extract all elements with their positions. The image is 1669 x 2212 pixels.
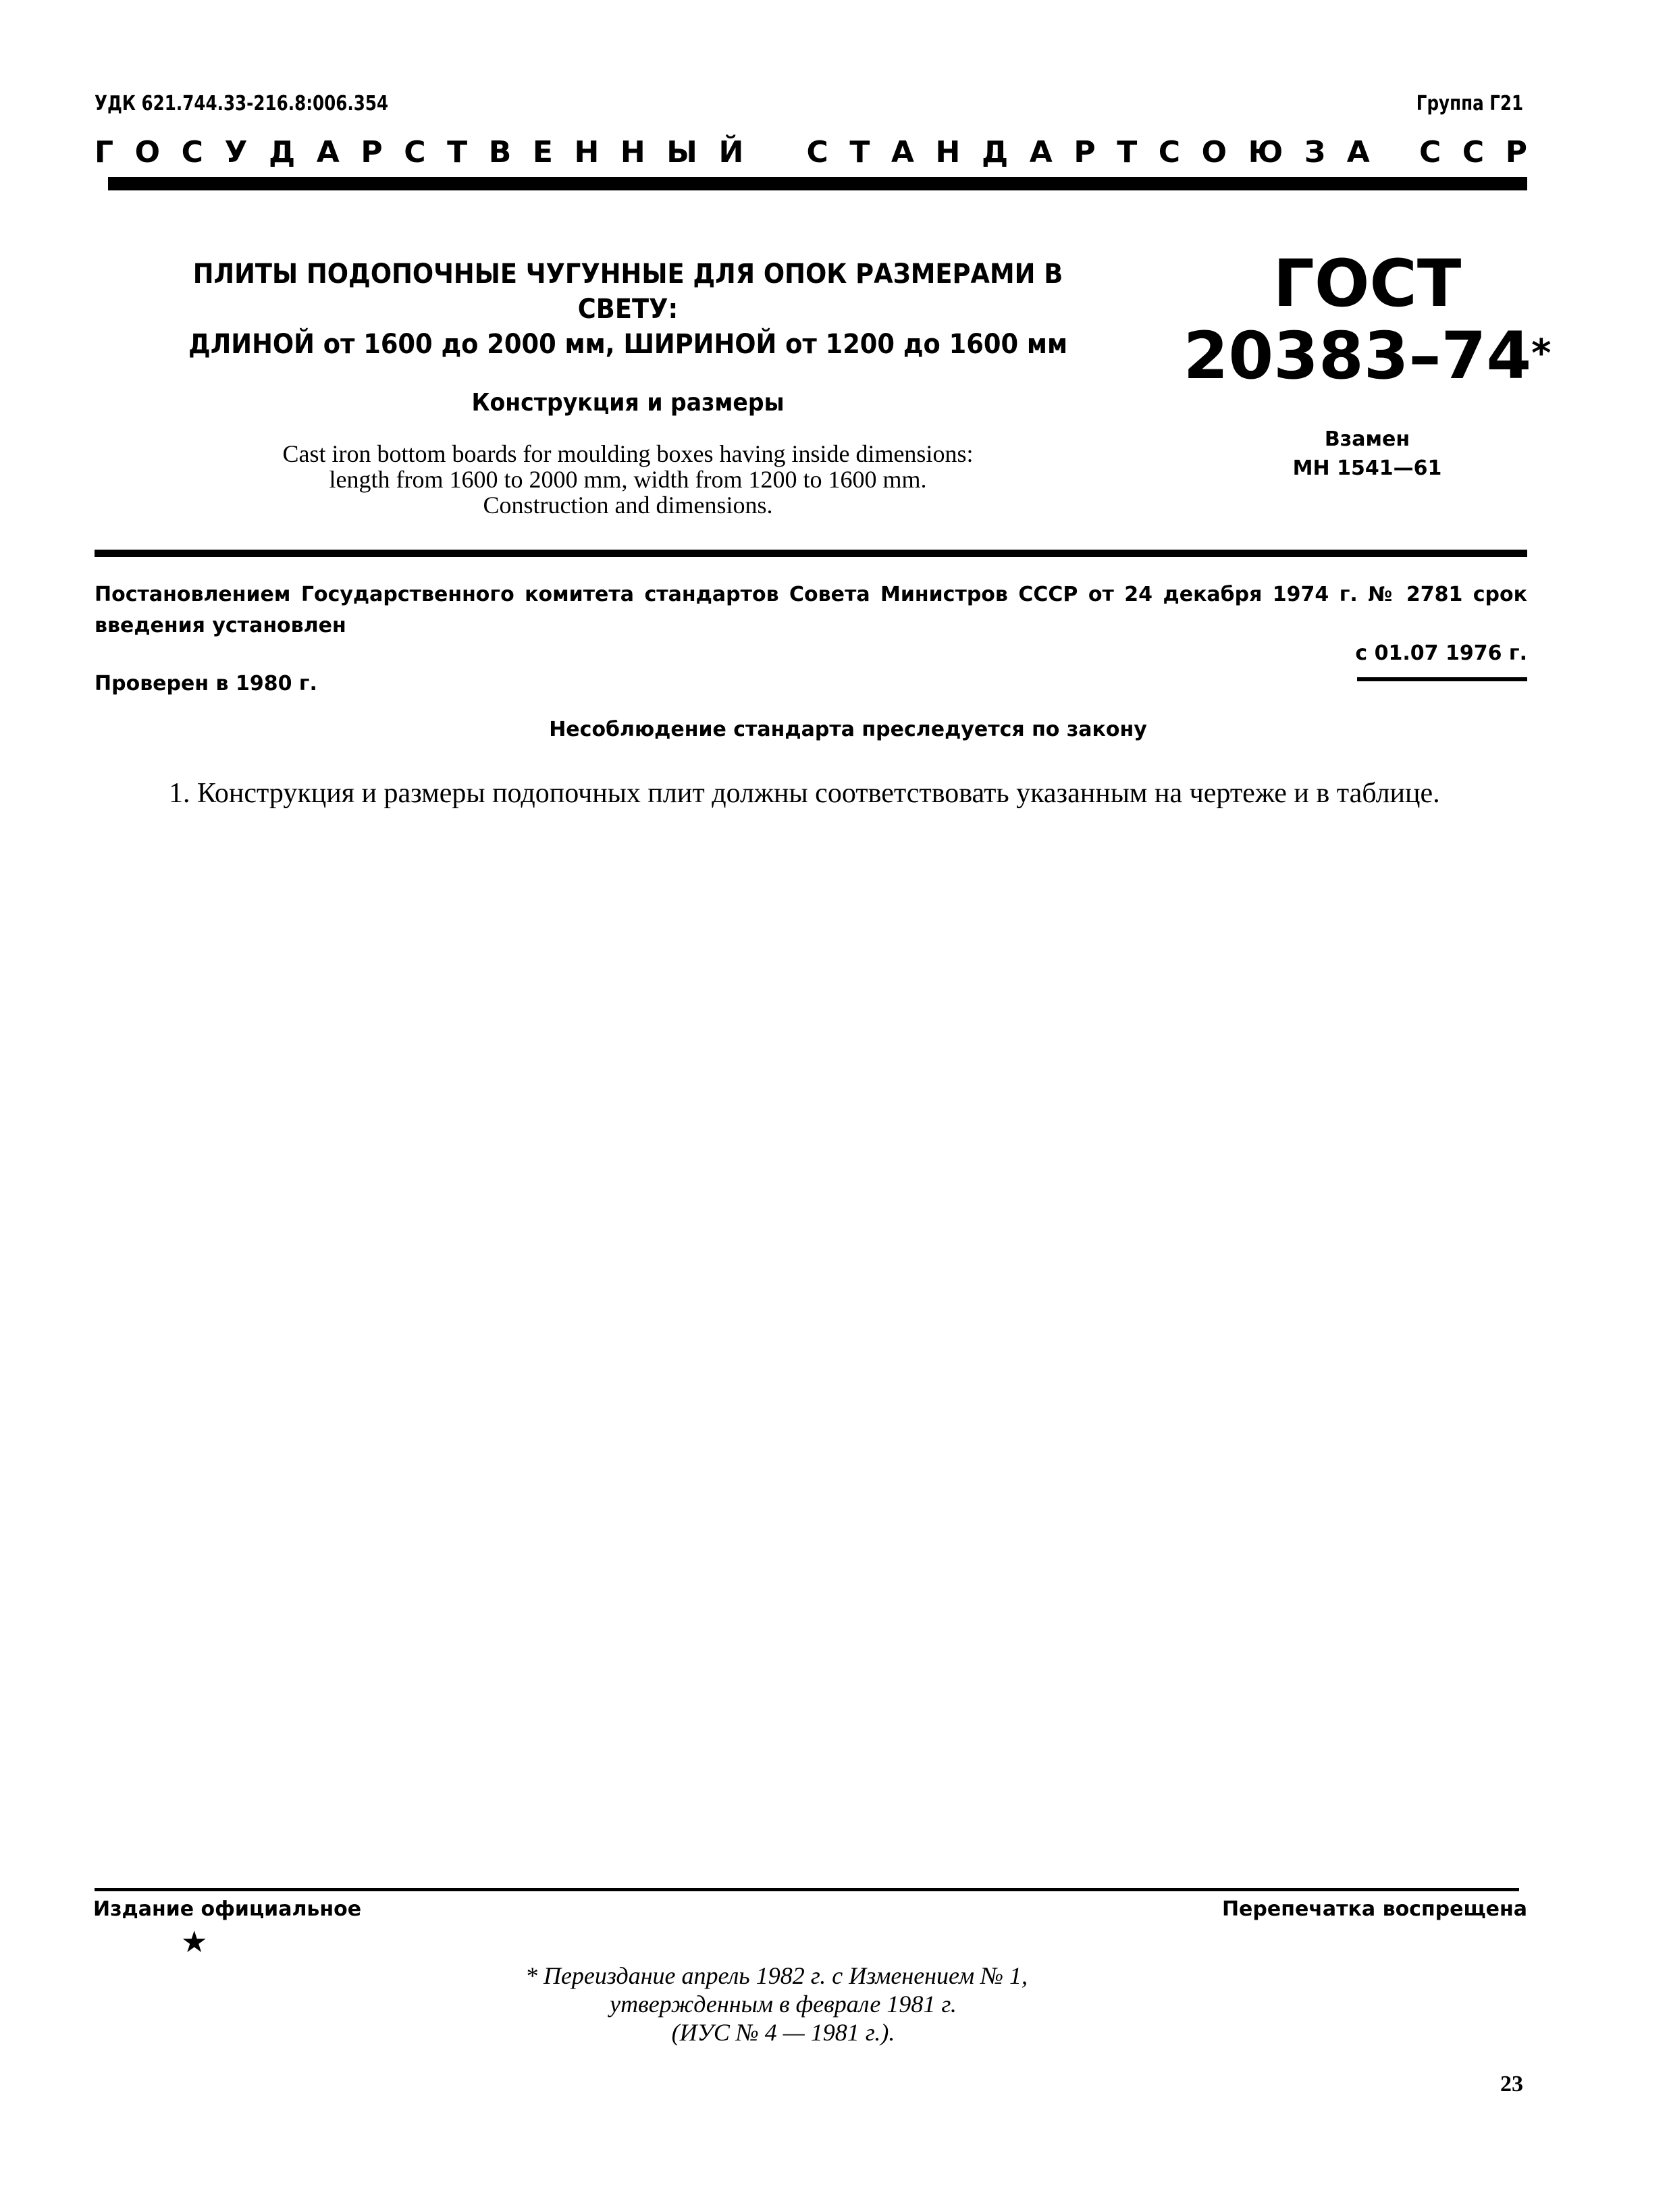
replaces-label: Взамен	[1324, 427, 1410, 451]
checked-year: Проверен в 1980 г.	[95, 672, 317, 695]
banner-letter: Н	[935, 135, 961, 169]
banner-letter: С	[1158, 135, 1181, 169]
banner-letter: З	[1304, 135, 1326, 169]
gost-label: ГОСТ	[1273, 246, 1462, 321]
title-ru-line1: ПЛИТЫ ПОДОПОЧНЫЕ ЧУГУННЫЕ ДЛЯ ОПОК РАЗМЕРАМИ В СВЕТУ:	[192, 259, 1063, 325]
banner-letter: О	[1201, 135, 1227, 169]
header-thick-rule	[108, 177, 1527, 190]
udk-code: УДК 621.744.33-216.8:006.354	[95, 92, 389, 115]
star-icon: ★	[181, 1926, 208, 1959]
banner-letter: Д	[269, 135, 296, 169]
banner-letter: Р	[1074, 135, 1096, 169]
effective-date: с 01.07 1976 г.	[1355, 641, 1527, 665]
clause-1: 1. Конструкция и размеры подопочных плит должны соответствовать указанным на чертеже и в таблице.	[169, 778, 1440, 809]
banner-letter: Ю	[1248, 135, 1283, 169]
legal-warning: Несоблюдение стандарта преследуется по закону	[549, 718, 1147, 741]
no-reprint-notice: Перепечатка воспрещена	[1221, 1897, 1527, 1921]
banner-letter: А	[1346, 135, 1370, 169]
banner-letter: А	[316, 135, 340, 169]
banner-letter: Т	[447, 135, 468, 169]
banner-letter: С	[1462, 135, 1485, 169]
gost-number-value: 20383–74	[1183, 318, 1532, 394]
banner-letter: Р	[1505, 135, 1527, 169]
official-edition: Издание официальное	[93, 1897, 362, 1921]
group-code: Группа Г21	[1416, 92, 1523, 115]
banner-letter: Й	[718, 135, 744, 169]
banner-letter: У	[224, 135, 248, 169]
title-block	[101, 257, 1155, 518]
banner-letter: О	[134, 135, 161, 169]
subtitle-ru: Конструкция и размеры	[471, 389, 785, 417]
reprint-note-line3: (ИУС № 4 — 1981 г.).	[671, 2019, 895, 2046]
banner-letter: Ы	[666, 135, 697, 169]
reprint-footnote	[439, 1961, 1114, 2047]
page-number: 23	[1500, 2072, 1523, 2097]
asterisk-icon: *	[1531, 332, 1552, 375]
title-en	[101, 441, 1155, 518]
banner-letter: С	[181, 135, 203, 169]
banner-letter: А	[1029, 135, 1053, 169]
banner-letter: А	[891, 135, 914, 169]
banner-letter: В	[488, 135, 512, 169]
banner-letter: Е	[532, 135, 553, 169]
banner-letter: Р	[361, 135, 383, 169]
effective-date-underline	[1357, 677, 1527, 681]
reprint-note-line1: * Переиздание апрель 1982 г. с Изменением № 1,	[525, 1962, 1028, 1989]
banner-letter: Д	[981, 135, 1009, 169]
banner-letter: Т	[849, 135, 870, 169]
banner-letter: Н	[620, 135, 645, 169]
title-en-line3: Construction and dimensions.	[483, 492, 773, 519]
reprint-note-line2: утвержденным в феврале 1981 г.	[610, 1991, 957, 2018]
decree-text: Постановлением Государственного комитета стандартов Совета Министров СССР от 24 декабря 1974 г. № 2781 срок введения установлен	[95, 583, 1527, 637]
banner-letter: Г	[95, 135, 114, 169]
title-en-line2: length from 1600 to 2000 mm, width from 1200 to 1600 mm.	[329, 466, 927, 493]
standard-designation	[1148, 246, 1587, 480]
replaces-value: МН 1541—61	[1292, 456, 1442, 480]
title-en-line1: Cast iron bottom boards for moulding boxes having inside dimensions:	[282, 440, 974, 467]
banner-letter: С	[806, 135, 828, 169]
footer-rule	[95, 1888, 1519, 1891]
title-ru-line2: ДЛИНОЙ от 1600 до 2000 мм, ШИРИНОЙ от 1200 до 1600 мм	[188, 329, 1068, 360]
banner-letter: Н	[574, 135, 600, 169]
banner-letter: С	[1419, 135, 1441, 169]
gost-number	[1148, 317, 1587, 392]
state-standard-banner	[95, 135, 1527, 169]
banner-letter: С	[404, 135, 426, 169]
section-rule	[95, 550, 1527, 557]
banner-letter: Т	[1117, 135, 1138, 169]
